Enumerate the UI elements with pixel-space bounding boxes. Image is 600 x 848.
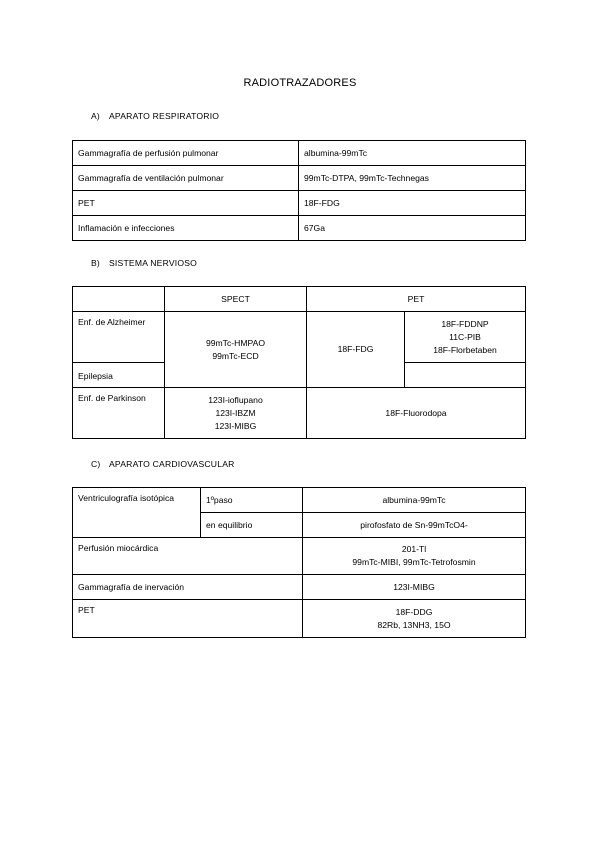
nervioso-table <box>72 286 526 439</box>
table-row <box>73 575 526 600</box>
tracer: 123I-IBZM <box>215 407 256 418</box>
row-label-epilepsia: Epilepsia <box>73 363 165 388</box>
row-value: 99mTc-DTPA, 99mTc-Technegas <box>299 166 526 191</box>
tracer: 18F-Florbetaben <box>433 344 497 355</box>
cardiovascular-table <box>72 487 526 638</box>
row-value: albumina-99mTc <box>299 141 526 166</box>
tracer: 201-Tl <box>401 544 427 554</box>
section-b-letter: B) <box>91 258 100 268</box>
section-a-letter: A) <box>91 111 100 121</box>
col-header-pet: PET <box>307 287 526 312</box>
respiratorio-table <box>72 140 526 241</box>
table-row <box>73 600 526 638</box>
equilibrio-value: pirofosfato de Sn-99mTcO4- <box>303 513 526 538</box>
tracer: 18F-FDDNP <box>441 318 489 329</box>
empty-header-cell <box>73 287 165 312</box>
section-c-title: APARATO CARDIOVASCULAR <box>109 459 235 469</box>
row-label: Gammagrafía de perfusión pulmonar <box>73 141 299 166</box>
page-title: RADIOTRAZADORES <box>243 77 357 89</box>
table-row <box>73 141 526 166</box>
perfusion-label: Perfusión miocárdica <box>73 538 303 575</box>
tracer: 123I-ioflupano <box>208 394 263 405</box>
tracer: 99mTc-ECD <box>212 350 259 361</box>
pet-alz-extra-cell <box>405 312 526 363</box>
row-label: Inflamación e infecciones <box>73 216 299 241</box>
inervacion-value: 123I-MIBG <box>303 575 526 600</box>
tracer: 99mTc-HMPAO <box>205 337 266 348</box>
tracer: 18F-DDG <box>395 606 433 617</box>
table-row <box>73 488 526 513</box>
table-row <box>73 538 526 575</box>
table-row <box>73 191 526 216</box>
row-label-parkinson: Enf. de Parkinson <box>73 388 165 439</box>
row-label-alzheimer: Enf. de Alzheimer <box>73 312 165 363</box>
primer-paso-label: 1ºpaso <box>201 488 303 513</box>
tracer: 99mTc-MIBI, 99mTc-Tetrofosmin <box>352 557 476 567</box>
section-c-letter: C) <box>91 459 101 469</box>
section-a-title: APARATO RESPIRATORIO <box>109 111 220 121</box>
table-row <box>73 312 526 363</box>
primer-paso-value: albumina-99mTc <box>303 488 526 513</box>
perfusion-value <box>303 538 526 575</box>
pet-label: PET <box>73 600 303 638</box>
pet-alz-epi-cell: 18F-FDG <box>307 312 405 388</box>
tracer: 123I-MIBG <box>214 420 257 431</box>
col-header-spect: SPECT <box>165 287 307 312</box>
tracer: 82Rb, 13NH3, 15O <box>377 619 451 630</box>
table-row <box>73 216 526 241</box>
row-value: 18F-FDG <box>299 191 526 216</box>
tracer: 11C-PIB <box>449 331 481 342</box>
section-a-heading <box>91 111 219 121</box>
empty-cell <box>405 363 526 388</box>
section-c-heading <box>91 459 235 469</box>
row-label: PET <box>73 191 299 216</box>
table-row <box>73 388 526 439</box>
inervacion-label: Gammagrafía de inervación <box>73 575 303 600</box>
table-header-row <box>73 287 526 312</box>
table-row <box>73 166 526 191</box>
spect-parkinson-cell <box>165 388 307 439</box>
row-value: 67Ga <box>299 216 526 241</box>
row-label: Gammagrafía de ventilación pulmonar <box>73 166 299 191</box>
ventriculografia-label: Ventriculografía isotópica <box>73 488 201 538</box>
pet-parkinson-cell: 18F-Fluorodopa <box>307 388 526 439</box>
section-b-heading <box>91 258 197 268</box>
equilibrio-label: en equilibrio <box>201 513 303 538</box>
spect-alz-epi-cell <box>165 312 307 388</box>
pet-value <box>303 600 526 638</box>
section-b-title: SISTEMA NERVIOSO <box>109 258 198 268</box>
